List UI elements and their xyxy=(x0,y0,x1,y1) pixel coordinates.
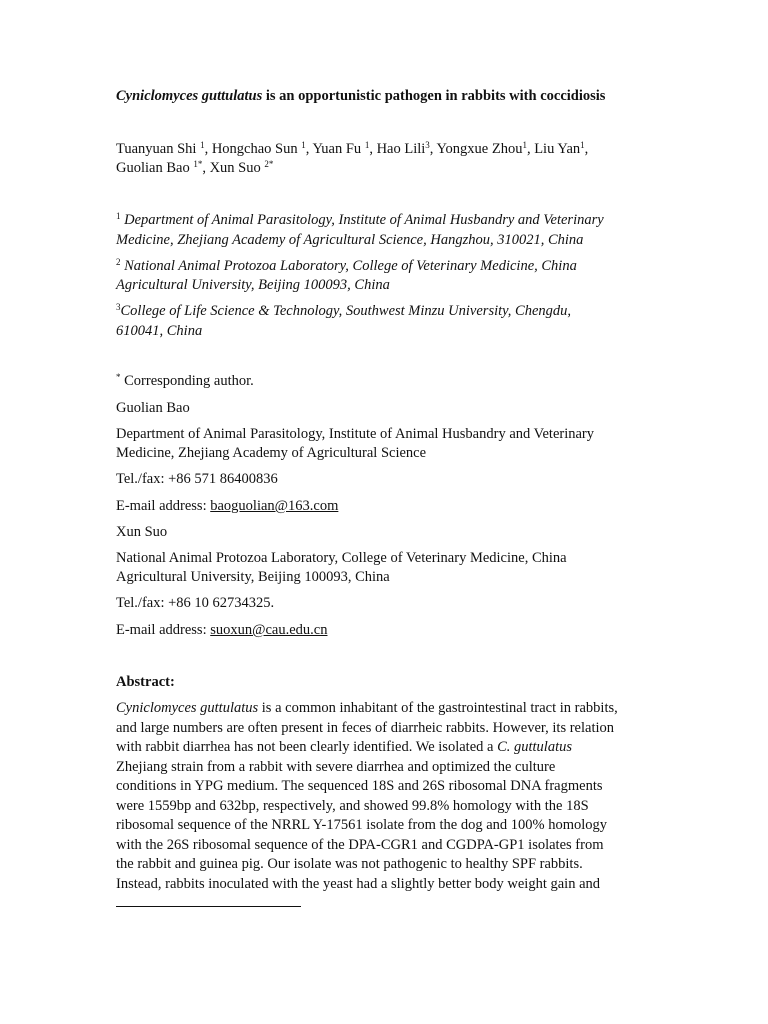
contact-2-dept-line-2: Agricultural University, Beijing 100093, China xyxy=(116,569,390,585)
abstract-line: conditions in YPG medium. The sequenced 18S and 26S ribosomal DNA fragments xyxy=(116,778,603,794)
abstract-line: the rabbit and guinea pig. Our isolate was not pathogenic to healthy SPF rabbits. xyxy=(116,856,583,872)
affiliation-1-line-1: $^1$ Department of Animal Parasitology, Institute of Animal Husbandry and Veterinary xyxy=(116,211,604,228)
paper-title xyxy=(116,88,605,105)
affiliation-3-line-2: 610041, China xyxy=(116,323,203,339)
contact-1-tel: Tel./fax: +86 571 86400836 xyxy=(116,471,278,487)
abstract-line: and large numbers are often present in feces of diarrheic rabbits. However, its relation xyxy=(116,719,614,736)
abstract-line: Cyniclomyces guttulatus is a common inhabitant of the gastrointestinal tract in rabbits, xyxy=(116,700,618,716)
contact-2-name: Xun Suo xyxy=(116,524,168,540)
corresponding-label: * Corresponding author. xyxy=(116,372,254,389)
affiliation-2-line-1: $^2$ National Animal Protozoa Laboratory, College of Veterinary Medicine, China xyxy=(116,257,577,274)
affiliation-1-line-2: Medicine, Zhejiang Academy of Agricultural Science, Hangzhou, 310021, China xyxy=(116,232,584,248)
abstract-line: were 1559bp and 632bp, respectively, and showed 99.8% homology with the 18S xyxy=(116,797,589,814)
title-rest: is an opportunistic pathogen in rabbits with coccidiosis xyxy=(262,88,606,104)
affiliation-3-line-1: $^3$College of Life Science & Technology, Southwest Minzu University, Chengdu, xyxy=(116,302,572,319)
contact-1-dept-line-1: Department of Animal Parasitology, Institute of Animal Husbandry and Veterinary xyxy=(116,426,594,442)
abstract-heading: Abstract: xyxy=(116,674,175,690)
abstract-line: with rabbit diarrhea has not been clearly identified. We isolated a C. guttulatus xyxy=(116,739,573,755)
contact-2-email-row: E-mail address: suoxun@cau.edu.cn xyxy=(116,622,328,638)
abstract-line: Instead, rabbits inoculated with the yeast had a slightly better body weight gain and xyxy=(116,875,601,892)
contact-1-email-row: E-mail address: baoguolian@163.com xyxy=(116,498,339,514)
author-line-2: Guolian Bao $^{1*}$, Xun Suo $^{2*}$ xyxy=(116,159,274,176)
affiliation-2-line-2: Agricultural University, Beijing 100093, China xyxy=(116,277,390,293)
contact-1-name: Guolian Bao xyxy=(116,400,190,416)
abstract-line: ribosomal sequence of the NRRL Y-17561 isolate from the dog and 100% homology xyxy=(116,817,608,833)
abstract-line: Zhejiang strain from a rabbit with severe diarrhea and optimized the culture xyxy=(116,758,556,775)
footnote-rule xyxy=(116,906,301,907)
abstract-body xyxy=(116,699,661,894)
contact-1-email-link[interactable]: baoguolian@163.com xyxy=(210,498,339,514)
contact-2-dept-line-1: National Animal Protozoa Laboratory, College of Veterinary Medicine, China xyxy=(116,550,567,566)
contact-2-email-link[interactable]: suoxun@cau.edu.cn xyxy=(210,622,328,638)
contact-2-tel: Tel./fax: +86 10 62734325. xyxy=(116,595,275,611)
author-line-1: Tuanyuan Shi $^1$, Hongchao Sun $^1$, Yuan Fu $^1$, Hao Lili$^3$, Yongxue Zhou$^1$, Liu Yan$^1$, xyxy=(116,140,589,157)
abstract-line: with the 26S ribosomal sequence of the DPA-CGR1 and CGDPA-GP1 isolates from xyxy=(116,836,604,853)
title-species: Cyniclomyces guttulatus xyxy=(116,88,263,104)
contact-1-dept-line-2: Medicine, Zhejiang Academy of Agricultural Science xyxy=(116,445,427,461)
